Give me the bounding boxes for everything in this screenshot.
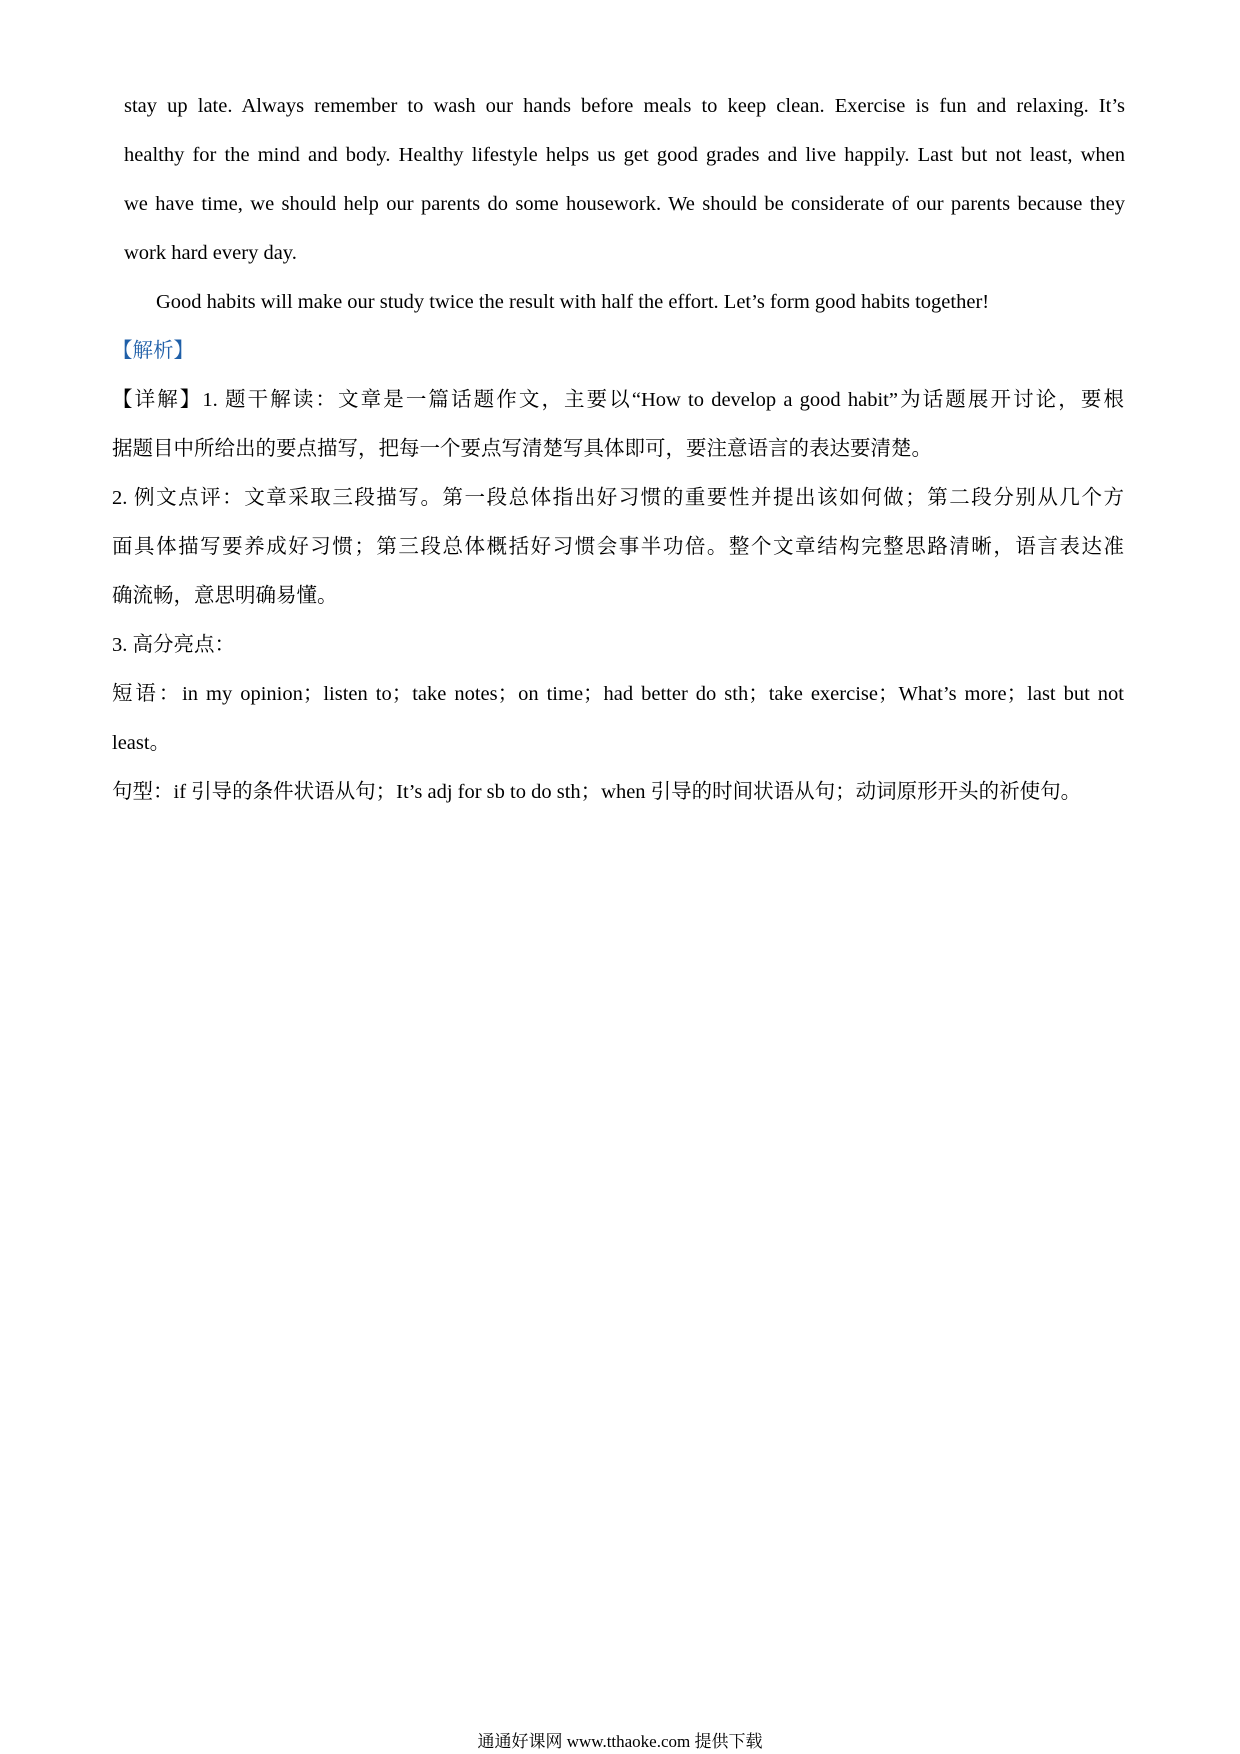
highlights-title: 3. 高分亮点： [112, 634, 235, 656]
footer-text: 通通好课网 www.tthaoke.com 提供下载 [477, 1732, 763, 1751]
essay-line: healthy for the mind and body. Healthy lifestyle helps us get good grades and live happily. Last but not least, when [124, 144, 1125, 166]
sentence-patterns: 句型：if 引导的条件状语从句；It’s adj for sb to do sth；when 引导的时间状语从句；动词原形开头的祈使句。 [112, 781, 1082, 803]
phrases-line: 短语：in my opinion；listen to；take notes；on time；had better do sth；take exercise；What’s more；last but not [112, 683, 1124, 705]
essay-line: we have time, we should help our parents do some housework. We should be considerate of our parents because they [124, 193, 1125, 215]
essay-closing: Good habits will make our study twice the result with half the effort. Let’s form good habits together! [156, 291, 990, 313]
comment-line: 确流畅，意思明确易懂。 [112, 585, 338, 607]
detail-line: 据题目中所给出的要点描写，把每一个要点写清楚写具体即可，要注意语言的表达要清楚。 [112, 438, 932, 460]
essay-line: work hard every day. [124, 242, 297, 264]
essay-line: stay up late. Always remember to wash our hands before meals to keep clean. Exercise is fun and relaxing. It’s [124, 95, 1125, 117]
phrases-line: least。 [112, 732, 171, 754]
detail-line: 【详解】1. 题干解读：文章是一篇话题作文，主要以“How to develop a good habit”为话题展开讨论，要根 [112, 389, 1124, 411]
comment-line: 2. 例文点评：文章采取三段描写。第一段总体指出好习惯的重要性并提出该如何做；第二段分别从几个方 [112, 487, 1124, 509]
analysis-heading: 【解析】 [112, 340, 194, 362]
comment-line: 面具体描写要养成好习惯；第三段总体概括好习惯会事半功倍。整个文章结构完整思路清晰，语言表达准 [112, 536, 1124, 558]
